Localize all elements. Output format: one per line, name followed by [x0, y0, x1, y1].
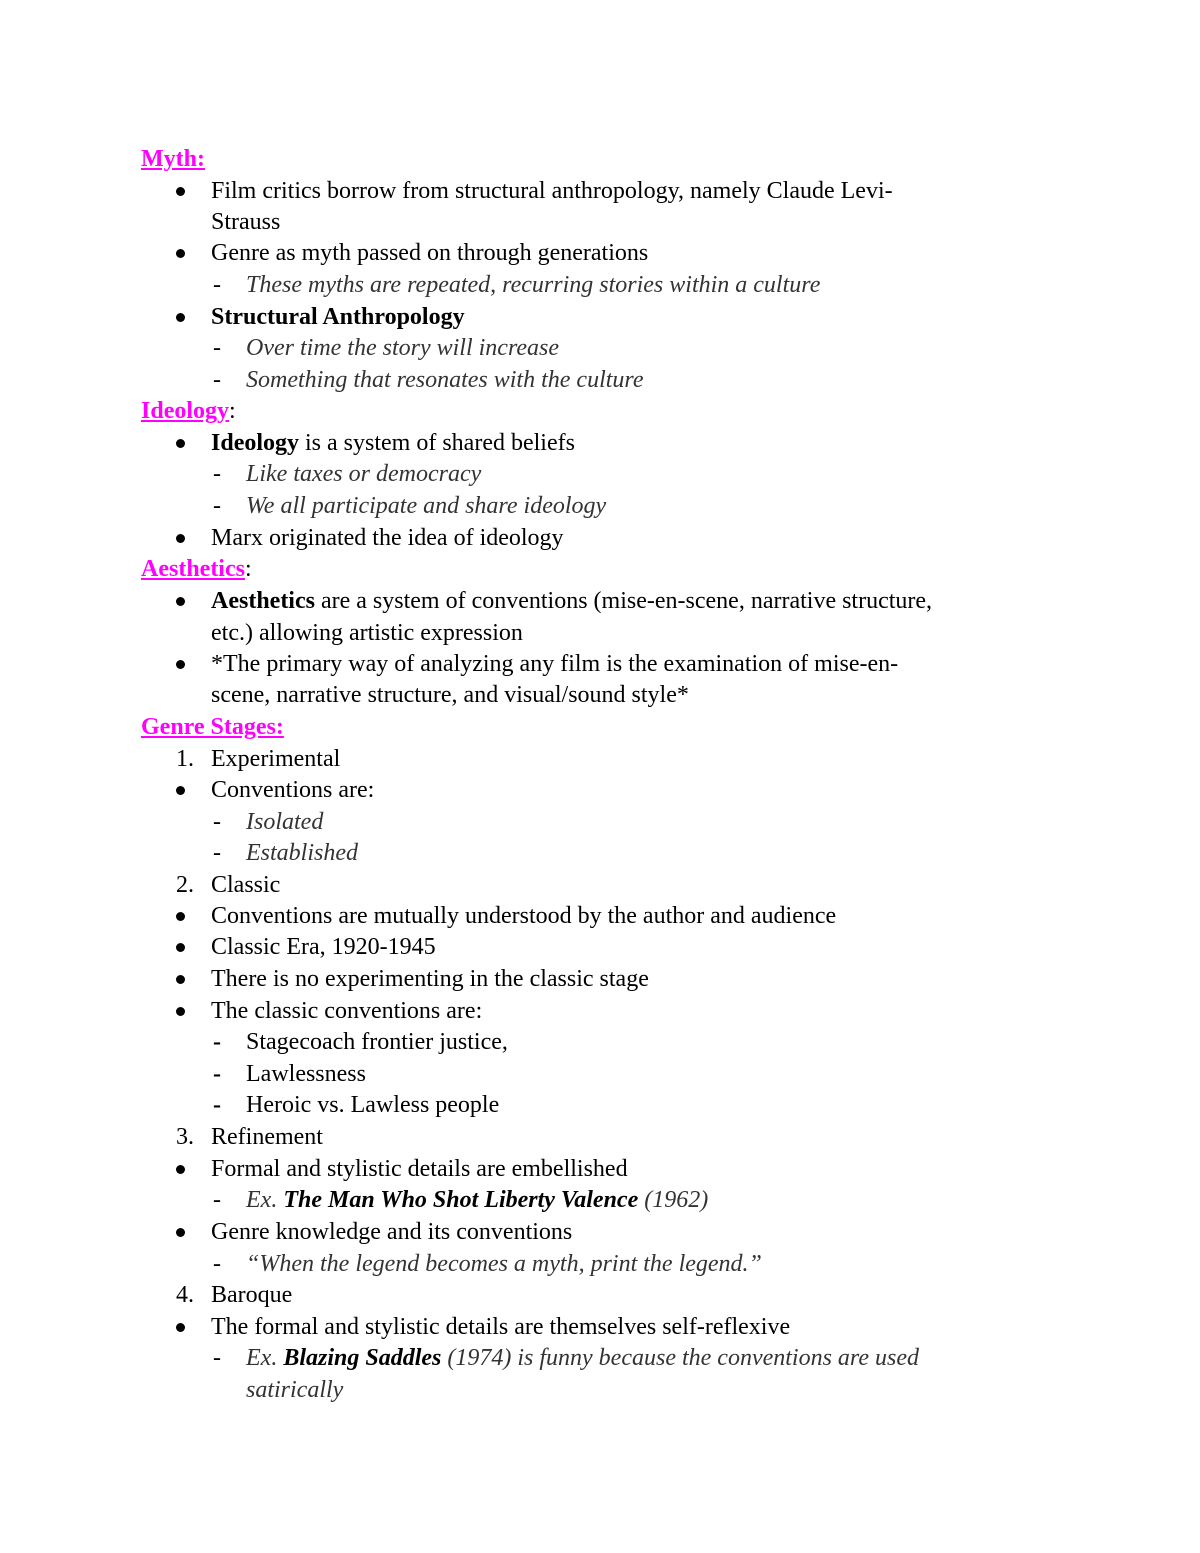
- sub-list-item: These myths are repeated, recurring stories within a culture: [246, 272, 821, 298]
- list-item-continuation: scene, narrative structure, and visual/sound style*: [211, 682, 689, 708]
- bullet-icon: [176, 187, 185, 196]
- bullet-icon: [176, 534, 185, 543]
- bullet-icon: [176, 1165, 185, 1174]
- bullet-icon: [176, 597, 185, 606]
- bullet-icon: [176, 660, 185, 669]
- list-item: Aesthetics are a system of conventions (mise-en-scene, narrative structure,: [211, 588, 933, 614]
- list-item: The formal and stylistic details are themselves self-reflexive: [211, 1314, 791, 1340]
- list-item: Genre knowledge and its conventions: [211, 1219, 573, 1245]
- list-item-continuation: Strauss: [211, 209, 281, 235]
- list-item: Formal and stylistic details are embellished: [211, 1156, 628, 1182]
- bullet-icon: [176, 912, 185, 921]
- list-item: Genre as myth passed on through generations: [211, 240, 649, 266]
- dash-icon: -: [213, 1345, 221, 1371]
- bullet-icon: [176, 1228, 185, 1237]
- sub-list-item-continuation: satirically: [246, 1377, 344, 1403]
- bullet-icon: [176, 1323, 185, 1332]
- list-number: 1.: [176, 746, 194, 772]
- dash-icon: -: [213, 272, 221, 298]
- sub-list-item: Heroic vs. Lawless people: [246, 1092, 500, 1118]
- dash-icon: -: [213, 1187, 221, 1213]
- list-item-continuation: etc.) allowing artistic expression: [211, 620, 523, 646]
- list-item: Ideology is a system of shared beliefs: [211, 430, 575, 456]
- sub-list-item: Ex. The Man Who Shot Liberty Valence (1962): [246, 1187, 709, 1213]
- sub-list-item: Something that resonates with the culture: [246, 367, 644, 393]
- dash-icon: -: [213, 809, 221, 835]
- list-item: There is no experimenting in the classic stage: [211, 966, 649, 992]
- dash-icon: -: [213, 1251, 221, 1277]
- bullet-icon: [176, 439, 185, 448]
- dash-icon: -: [213, 335, 221, 361]
- section-heading-ideology: Ideology:: [141, 398, 236, 424]
- sub-list-item: Stagecoach frontier justice,: [246, 1029, 508, 1055]
- sub-list-item: Like taxes or democracy: [246, 461, 482, 487]
- list-number: 3.: [176, 1124, 194, 1150]
- dash-icon: -: [213, 493, 221, 519]
- list-item: Structural Anthropology: [211, 304, 465, 330]
- section-heading-aesthetics: Aesthetics:: [141, 556, 252, 582]
- sub-list-item: Over time the story will increase: [246, 335, 560, 361]
- bullet-icon: [176, 975, 185, 984]
- sub-list-item: Lawlessness: [246, 1061, 366, 1087]
- section-heading-genre-stages: Genre Stages:: [141, 714, 284, 740]
- list-number: 4.: [176, 1282, 194, 1308]
- sub-list-item: Established: [246, 840, 358, 866]
- sub-list-item: Ex. Blazing Saddles (1974) is funny because the conventions are used: [246, 1345, 920, 1371]
- list-item: Classic Era, 1920-1945: [211, 934, 436, 960]
- list-item: Conventions are mutually understood by the author and audience: [211, 903, 837, 929]
- dash-icon: -: [213, 1029, 221, 1055]
- numbered-item: Refinement: [211, 1124, 323, 1150]
- list-item: Marx originated the idea of ideology: [211, 525, 564, 551]
- sub-list-item: We all participate and share ideology: [246, 493, 607, 519]
- list-item: Conventions are:: [211, 777, 375, 803]
- list-item: *The primary way of analyzing any film is the examination of mise-en-: [211, 651, 899, 677]
- sub-list-item: “When the legend becomes a myth, print the legend.”: [246, 1251, 762, 1277]
- numbered-item: Baroque: [211, 1282, 293, 1308]
- bullet-icon: [176, 249, 185, 258]
- numbered-item: Classic: [211, 872, 281, 898]
- dash-icon: -: [213, 1092, 221, 1118]
- bullet-icon: [176, 943, 185, 952]
- bullet-icon: [176, 1007, 185, 1016]
- dash-icon: -: [213, 461, 221, 487]
- bullet-icon: [176, 786, 185, 795]
- numbered-item: Experimental: [211, 746, 341, 772]
- section-heading-myth: Myth:: [141, 146, 205, 172]
- dash-icon: -: [213, 840, 221, 866]
- dash-icon: -: [213, 1061, 221, 1087]
- list-number: 2.: [176, 872, 194, 898]
- list-item: Film critics borrow from structural anthropology, namely Claude Levi-: [211, 178, 893, 204]
- dash-icon: -: [213, 367, 221, 393]
- bullet-icon: [176, 313, 185, 322]
- sub-list-item: Isolated: [246, 809, 324, 835]
- list-item: The classic conventions are:: [211, 998, 483, 1024]
